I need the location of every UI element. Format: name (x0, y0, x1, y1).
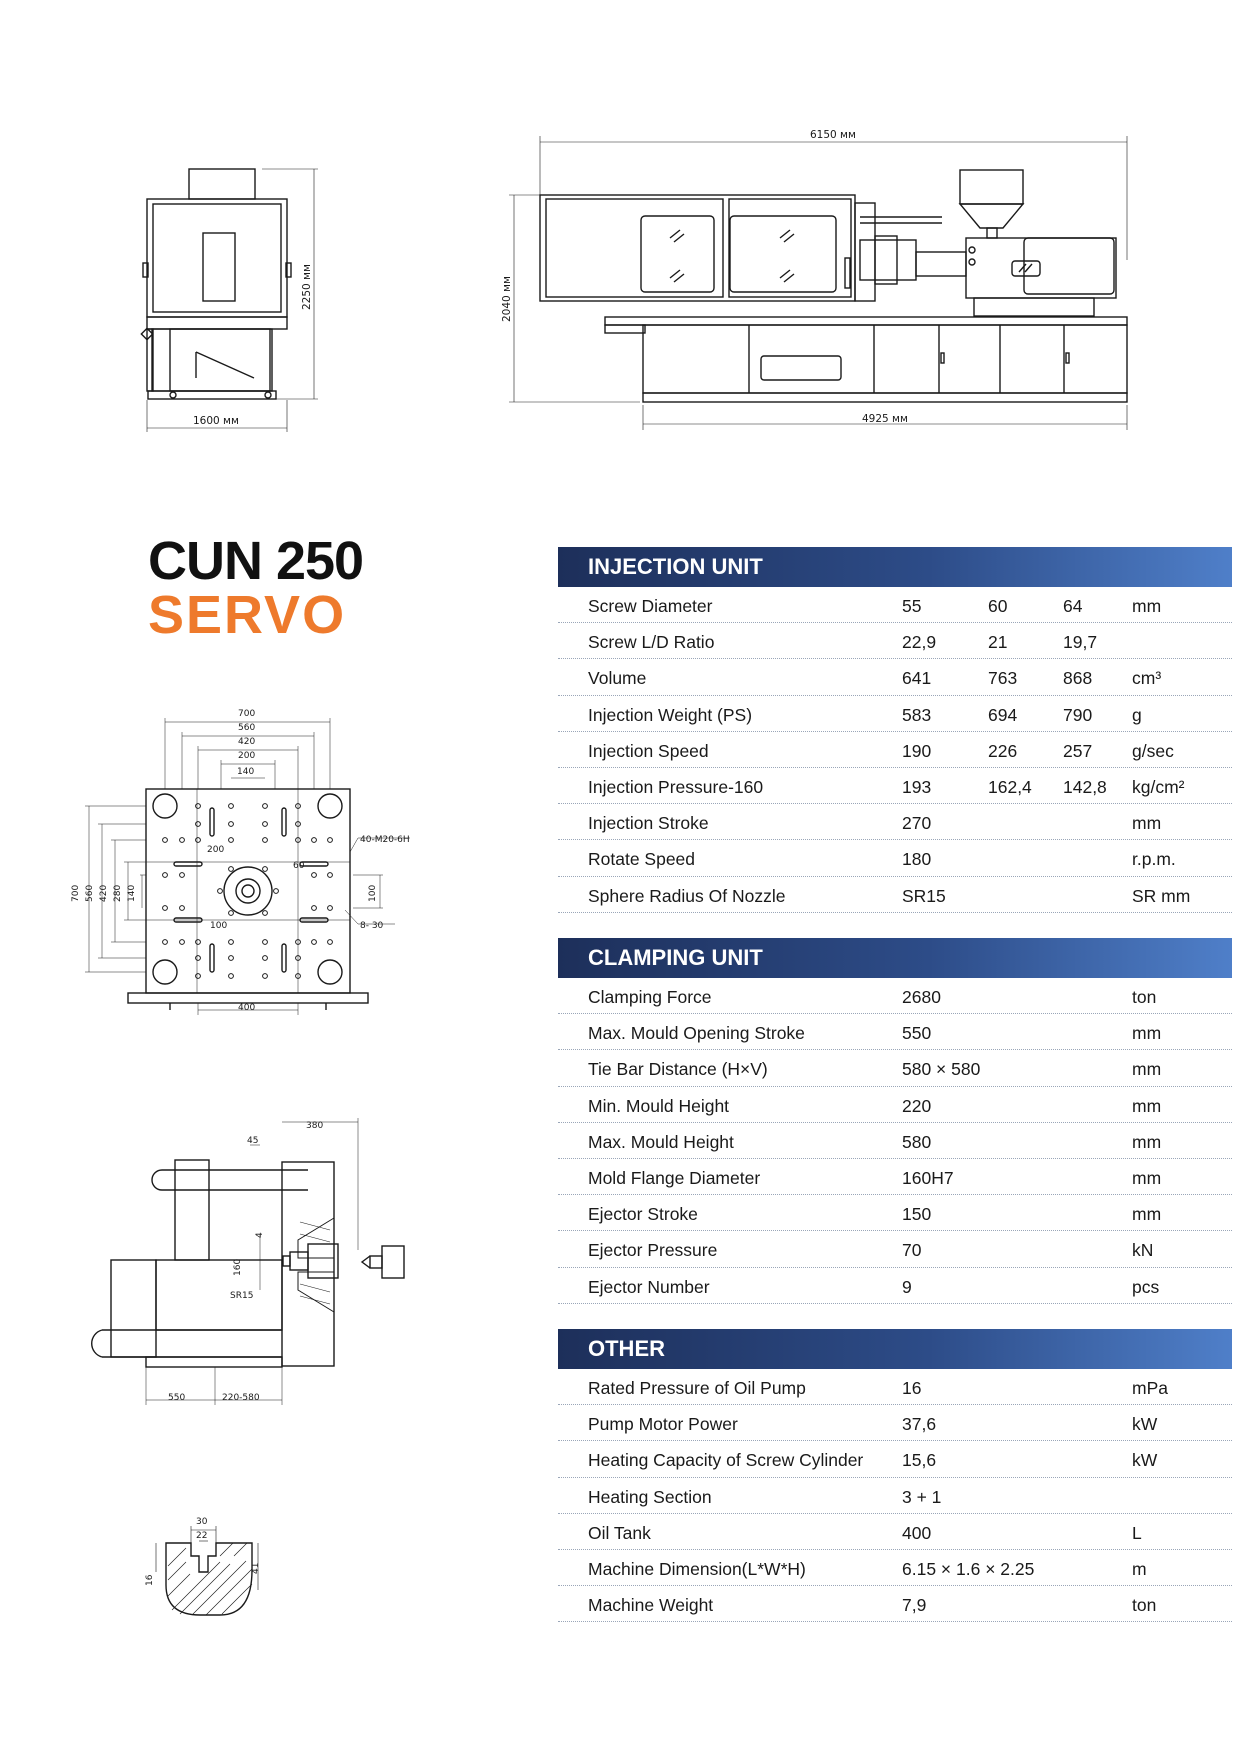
spec-value: SR15 (902, 885, 946, 906)
model-variant: SERVO (148, 585, 347, 645)
platen-dim: 560 (85, 884, 95, 902)
platen-dim: 8- 30 (360, 921, 384, 931)
spec-label: Injection Weight (PS) (588, 704, 753, 725)
spec-row (558, 1050, 1232, 1086)
spec-unit: r.p.m. (1132, 849, 1176, 870)
nozzle-dim: 160 (233, 1258, 243, 1276)
spec-value: 550 (902, 1023, 932, 1044)
platen-dim: 700 (238, 709, 256, 719)
spec-row (558, 1478, 1232, 1514)
spec-value: 160H7 (902, 1167, 954, 1188)
spec-label: Oil Tank (588, 1522, 651, 1543)
spec-row (558, 1231, 1232, 1267)
spec-value: 868 (1063, 668, 1093, 689)
spec-value: 150 (902, 1204, 932, 1225)
spec-label: Tie Bar Distance (H×V) (588, 1059, 768, 1080)
section-header: CLAMPING UNIT (558, 938, 1232, 978)
platen-dim: 60 (293, 861, 305, 871)
spec-row (558, 732, 1232, 768)
spec-label: Ejector Stroke (588, 1204, 698, 1225)
spec-unit: mPa (1132, 1378, 1168, 1398)
spec-row (558, 1369, 1232, 1405)
spec-row (558, 1268, 1232, 1304)
spec-row (558, 840, 1232, 876)
platen-dim: 560 (238, 723, 256, 733)
spec-value: 583 (902, 704, 932, 725)
slot-dim: 41 (251, 1562, 261, 1574)
platen-dim: 420 (238, 737, 256, 747)
spec-row (558, 659, 1232, 695)
spec-label: Min. Mould Height (588, 1095, 730, 1116)
spec-unit: kW (1132, 1450, 1158, 1471)
spec-label: Screw Diameter (588, 596, 713, 616)
nozzle-dim: 380 (306, 1121, 324, 1131)
product-title (148, 531, 364, 645)
model-name: CUN 250 (148, 531, 364, 591)
spec-unit: mm (1132, 1023, 1162, 1044)
spec-label: Machine Dimension(L*W*H) (588, 1558, 806, 1579)
spec-unit: g/sec (1132, 740, 1174, 761)
platen-view (85, 718, 410, 1015)
front-view (141, 169, 318, 432)
slot-dim: 30 (196, 1517, 208, 1527)
spec-label: Mold Flange Diameter (588, 1167, 761, 1188)
spec-value: 21 (988, 632, 1008, 653)
spec-row (558, 1159, 1232, 1195)
spec-value: 22,9 (902, 632, 937, 653)
spec-row (558, 877, 1232, 913)
spec-label: Volume (588, 668, 647, 689)
spec-label: Injection Stroke (588, 813, 709, 834)
platen-dim: 420 (99, 884, 109, 902)
spec-value: 6.15 × 1.6 × 2.25 (902, 1558, 1035, 1579)
spec-label: Clamping Force (588, 987, 712, 1007)
spec-row (558, 1195, 1232, 1231)
spec-value: 190 (902, 740, 932, 761)
spec-row (558, 804, 1232, 840)
spec-unit: ton (1132, 987, 1157, 1007)
nozzle-dim: SR15 (230, 1291, 254, 1301)
spec-value: 162,4 (988, 776, 1032, 797)
spec-unit: cm³ (1132, 668, 1162, 689)
spec-unit: kN (1132, 1240, 1154, 1261)
spec-value: 55 (902, 596, 922, 616)
spec-value: 257 (1063, 740, 1093, 761)
platen-dim: 100 (368, 884, 378, 902)
spec-value: 580 (902, 1131, 932, 1152)
spec-unit: g (1132, 704, 1142, 725)
spec-row (558, 978, 1232, 1014)
spec-value: 19,7 (1063, 632, 1098, 653)
spec-value: 226 (988, 740, 1018, 761)
slot-dim: 22 (196, 1531, 208, 1541)
spec-unit: ton (1132, 1595, 1157, 1616)
platen-dim: 200 (207, 845, 225, 855)
nozzle-dim: 4 (255, 1232, 265, 1238)
spec-unit: mm (1132, 1167, 1162, 1188)
platen-dim: 400 (238, 1003, 256, 1013)
dim-front-height: 2250 мм (301, 264, 313, 310)
spec-value: 193 (902, 776, 932, 797)
platen-dim: 140 (127, 884, 137, 902)
spec-value: 641 (902, 668, 932, 689)
spec-label: Machine Weight (588, 1595, 714, 1616)
spec-row (558, 1441, 1232, 1477)
spec-row (558, 1405, 1232, 1441)
spec-value: 400 (902, 1522, 932, 1543)
spec-row (558, 1586, 1232, 1622)
spec-unit: pcs (1132, 1276, 1160, 1297)
section-header: INJECTION UNIT (558, 547, 1232, 587)
spec-unit: mm (1132, 596, 1162, 616)
spec-section (558, 938, 1232, 1304)
spec-label: Heating Capacity of Screw Cylinder (588, 1450, 864, 1471)
spec-value: 70 (902, 1240, 922, 1261)
platen-dim: 140 (237, 767, 255, 777)
spec-unit: mm (1132, 1095, 1162, 1116)
spec-row (558, 1087, 1232, 1123)
spec-unit: L (1132, 1522, 1142, 1543)
spec-row (558, 768, 1232, 804)
spec-value: 16 (902, 1378, 922, 1398)
spec-value: 270 (902, 813, 932, 834)
spec-label: Ejector Number (588, 1276, 710, 1297)
spec-label: Rated Pressure of Oil Pump (588, 1378, 806, 1398)
spec-value: 37,6 (902, 1414, 937, 1435)
spec-unit: kW (1132, 1414, 1158, 1435)
spec-label: Max. Mould Height (588, 1131, 734, 1152)
spec-label: Injection Speed (588, 740, 709, 761)
spec-label: Pump Motor Power (588, 1414, 738, 1435)
nozzle-dim: 550 (168, 1393, 186, 1403)
spec-unit: m (1132, 1558, 1147, 1579)
nozzle-section-view (92, 1118, 404, 1405)
spec-row (558, 587, 1232, 623)
slot-dim: 16 (145, 1574, 155, 1586)
spec-unit: kg/cm² (1132, 776, 1185, 797)
nozzle-dim: 45 (247, 1136, 259, 1146)
spec-label: Rotate Speed (588, 849, 696, 870)
spec-row (558, 1123, 1232, 1159)
spec-value: 2680 (902, 987, 941, 1007)
section-header: OTHER (558, 1329, 1232, 1369)
spec-value: 64 (1063, 596, 1083, 616)
spec-row (558, 1514, 1232, 1550)
spec-section (558, 1329, 1232, 1622)
side-view (509, 136, 1127, 430)
spec-unit: mm (1132, 813, 1162, 834)
dim-base-length: 4925 мм (862, 413, 908, 425)
spec-value: 790 (1063, 704, 1093, 725)
spec-label: Ejector Pressure (588, 1240, 718, 1261)
spec-label: Injection Pressure-160 (588, 776, 764, 797)
spec-unit: SR mm (1132, 885, 1191, 906)
spec-value: 220 (902, 1095, 932, 1116)
spec-value: 694 (988, 704, 1018, 725)
spec-unit: mm (1132, 1059, 1162, 1080)
spec-value: 763 (988, 668, 1018, 689)
spec-row (558, 696, 1232, 732)
spec-value: 15,6 (902, 1450, 937, 1471)
spec-label: Sphere Radius Of Nozzle (588, 885, 786, 906)
spec-value: 142,8 (1063, 776, 1107, 797)
spec-value: 9 (902, 1276, 912, 1297)
spec-value: 3 + 1 (902, 1486, 942, 1507)
nozzle-dim: 220-580 (222, 1393, 260, 1403)
spec-unit: mm (1132, 1131, 1162, 1152)
spec-value: 60 (988, 596, 1008, 616)
platen-dim: 100 (210, 921, 228, 931)
dim-total-length: 6150 мм (810, 129, 856, 141)
platen-dim: 280 (113, 884, 123, 902)
platen-dim: 200 (238, 751, 256, 761)
spec-label: Heating Section (588, 1486, 712, 1507)
spec-row (558, 623, 1232, 659)
dim-side-height: 2040 мм (501, 276, 513, 322)
spec-value: 580 × 580 (902, 1059, 981, 1080)
platen-dim: 40-M20-6H (360, 835, 410, 845)
spec-label: Screw L/D Ratio (588, 632, 715, 653)
spec-value: 180 (902, 849, 932, 870)
dim-front-width: 1600 мм (193, 415, 239, 427)
platen-dim: 700 (71, 884, 81, 902)
spec-row (558, 1550, 1232, 1586)
spec-value: 7,9 (902, 1595, 927, 1616)
spec-section (558, 547, 1232, 913)
spec-label: Max. Mould Opening Stroke (588, 1023, 805, 1044)
spec-row (558, 1014, 1232, 1050)
spec-unit: mm (1132, 1204, 1162, 1225)
